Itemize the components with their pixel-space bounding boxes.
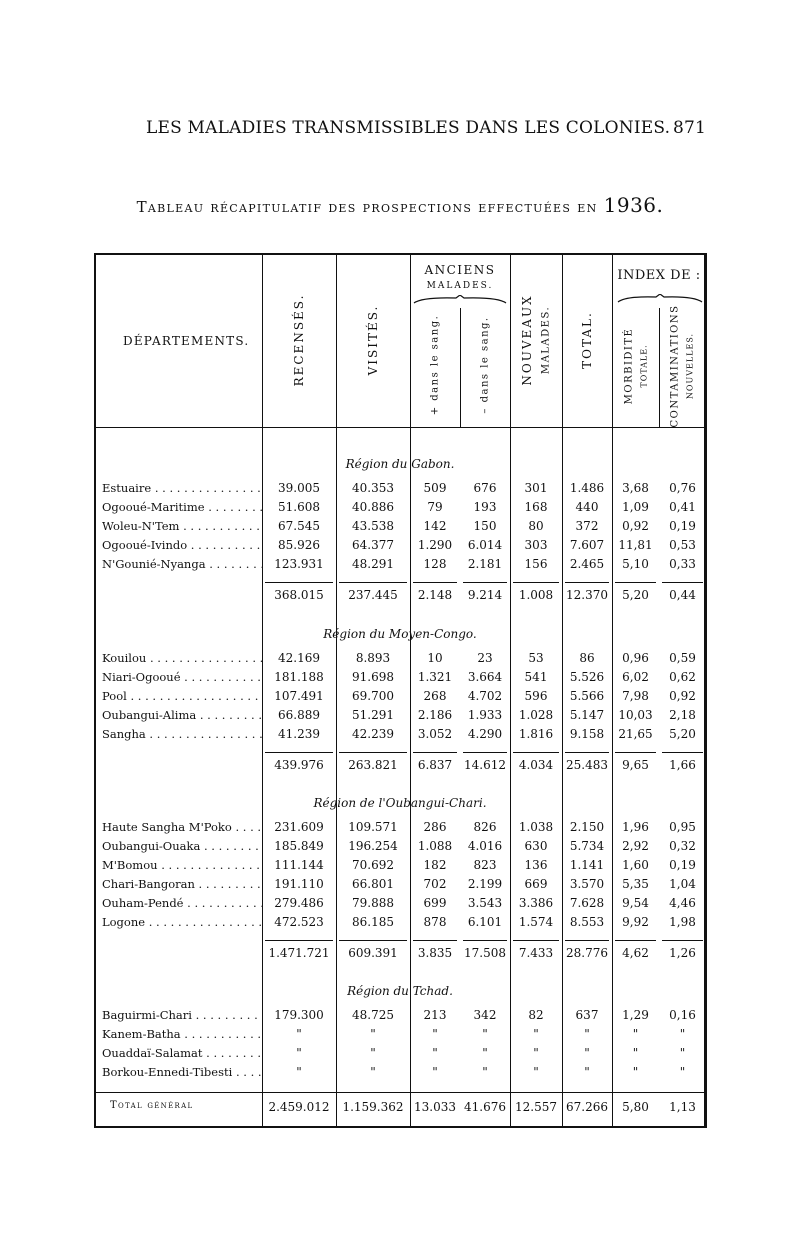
table-cell: 0,96	[622, 651, 649, 665]
subtotal-rule	[265, 940, 333, 941]
table-cell: 3.543	[467, 896, 503, 910]
table-cell: 123.931	[274, 557, 324, 571]
table-cell: 66.889	[278, 708, 320, 722]
table-cell: 9,65	[622, 758, 649, 772]
department-name: Oubangui-Ouaka . . .	[102, 839, 262, 853]
table-cell: 64.377	[352, 538, 394, 552]
table-cell: "	[370, 1065, 376, 1079]
table-row	[0, 1046, 800, 1064]
table-cell: 213	[423, 1008, 447, 1022]
table-cell: 28.776	[566, 946, 608, 960]
table-row	[0, 708, 800, 726]
table-cell: 303	[524, 538, 548, 552]
table-cell: 1.471.721	[268, 946, 330, 960]
department-name: Ogooué-Maritime . . .	[102, 500, 262, 514]
table-row	[0, 500, 800, 518]
table-cell: 13.033	[414, 1100, 456, 1114]
table-cell: 142	[423, 519, 447, 533]
table-cell: 1,09	[622, 500, 649, 514]
table-cell: 6.101	[467, 915, 503, 929]
table-cell: 2.148	[417, 588, 453, 602]
table-cell: 1.290	[417, 538, 453, 552]
department-name: Haute Sangha M'Poko . . .	[102, 820, 262, 834]
subtotal-row	[0, 758, 800, 776]
table-cell: 237.445	[348, 588, 398, 602]
department-name: Estuaire . . .	[102, 481, 262, 495]
table-cell: 156	[524, 557, 548, 571]
subtotal-rule	[615, 752, 656, 753]
table-cell: 109.571	[348, 820, 398, 834]
table-cell: 111.144	[274, 858, 324, 872]
table-row	[0, 538, 800, 556]
table-cell: 5,80	[622, 1100, 649, 1114]
subtotal-rule	[413, 752, 457, 753]
table-cell: 10,03	[618, 708, 653, 722]
page-header	[146, 118, 706, 138]
table-cell: 5.526	[569, 670, 605, 684]
table-cell: 3.386	[518, 896, 554, 910]
table-cell: 2.181	[467, 557, 503, 571]
table-cell: 0,32	[669, 839, 696, 853]
department-name: Kanem-Batha . . .	[102, 1027, 262, 1041]
table-cell: 826	[473, 820, 497, 834]
table-cell: 1,66	[669, 758, 696, 772]
header-morbidite-line2: TOTALE.	[639, 344, 649, 388]
table-row	[0, 915, 800, 933]
table-row	[0, 1008, 800, 1026]
table-cell: 472.523	[274, 915, 324, 929]
table-cell: 0,76	[669, 481, 696, 495]
table-cell: 79.888	[352, 896, 394, 910]
header-anciens-line1: ANCIENS	[424, 263, 496, 277]
region-title: Région du Tchad.	[347, 984, 453, 998]
table-cell: 1.008	[518, 588, 554, 602]
header-recenses: RECENSÉS.	[292, 293, 306, 387]
department-name: Niari-Ogooué . . .	[102, 670, 262, 684]
table-cell: "	[679, 1027, 686, 1041]
table-cell: 0,19	[669, 858, 696, 872]
table-cell: 5,35	[622, 877, 649, 891]
table-cell: 86.185	[352, 915, 394, 929]
subtotal-rule	[615, 940, 656, 941]
table-cell: 41.676	[464, 1100, 506, 1114]
table-cell: 82	[528, 1008, 544, 1022]
table-cell: 80	[528, 519, 544, 533]
table-cell: 40.353	[352, 481, 394, 495]
table-cell: 70.692	[352, 858, 394, 872]
table-cell: 40.886	[352, 500, 394, 514]
table-cell: "	[432, 1027, 438, 1041]
table-cell: 8.893	[355, 651, 391, 665]
table-cell: 268	[423, 689, 447, 703]
table-cell: 1,13	[669, 1100, 696, 1114]
table-cell: 11,81	[618, 538, 653, 552]
subtotal-rule	[615, 582, 656, 583]
table-row	[0, 519, 800, 537]
brace-index	[616, 294, 704, 304]
table-cell: "	[432, 1065, 438, 1079]
department-name: Borkou-Ennedi-Tibesti . . .	[102, 1065, 262, 1079]
table-cell: 67.266	[566, 1100, 608, 1114]
table-cell: "	[296, 1065, 302, 1079]
table-cell: 4.290	[467, 727, 503, 741]
table-cell: 51.291	[352, 708, 394, 722]
table-cell: 699	[423, 896, 447, 910]
department-name: M'Bomou . . .	[102, 858, 262, 872]
table-cell: 7,98	[622, 689, 649, 703]
table-cell: 85.926	[278, 538, 320, 552]
table-cell: "	[370, 1027, 376, 1041]
table-cell: 21,65	[618, 727, 653, 741]
subtotal-rule	[265, 752, 333, 753]
table-cell: 3.835	[417, 946, 453, 960]
table-cell: 42.169	[278, 651, 320, 665]
table-cell: 7.628	[569, 896, 605, 910]
table-cell: 0,16	[669, 1008, 696, 1022]
table-cell: 3.664	[467, 670, 503, 684]
table-cell: 3.570	[569, 877, 605, 891]
table-cell: 3.052	[417, 727, 453, 741]
subtotal-row	[0, 946, 800, 964]
subtotal-rule	[339, 940, 407, 941]
table-cell: "	[370, 1046, 376, 1060]
header-contam-line2: NOUVELLES.	[685, 332, 695, 400]
table-cell: 5,10	[622, 557, 649, 571]
department-name: Ogooué-Ivindo . . .	[102, 538, 262, 552]
table-cell: 42.239	[352, 727, 394, 741]
table-cell: 1.141	[569, 858, 605, 872]
table-row	[0, 877, 800, 895]
running-title: LES MALADIES TRANSMISSIBLES DANS LES COLONIES.	[146, 118, 671, 138]
table-cell: "	[432, 1046, 438, 1060]
table-cell: 53	[528, 651, 544, 665]
table-cell: "	[296, 1046, 302, 1060]
table-cell: 2,92	[622, 839, 649, 853]
table-cell: 185.849	[274, 839, 324, 853]
table-cell: 2.186	[417, 708, 453, 722]
table-cell: 231.609	[274, 820, 324, 834]
department-name: Kouilou . . .	[102, 651, 262, 665]
table-cell: 1,04	[669, 877, 696, 891]
table-title-year: 1936.	[603, 193, 664, 217]
table-row	[0, 858, 800, 876]
table-cell: 48.291	[352, 557, 394, 571]
table-cell: 7.607	[569, 538, 605, 552]
table-cell: 150	[473, 519, 497, 533]
table-cell: 1,26	[669, 946, 696, 960]
table-cell: "	[679, 1046, 686, 1060]
table-cell: 0,53	[669, 538, 696, 552]
grand-total-rule	[94, 1092, 706, 1093]
table-cell: 1.038	[518, 820, 554, 834]
table-cell: "	[533, 1065, 539, 1079]
table-cell: 1,60	[622, 858, 649, 872]
table-cell: "	[296, 1027, 302, 1041]
table-cell: "	[632, 1027, 639, 1041]
department-name: Ouham-Pendé . . .	[102, 896, 262, 910]
subtotal-rule	[463, 940, 507, 941]
table-cell: 136	[524, 858, 548, 872]
table-cell: 368.015	[274, 588, 324, 602]
table-row	[0, 481, 800, 499]
table-cell: 43.538	[352, 519, 394, 533]
table-cell: 1.574	[518, 915, 554, 929]
table-cell: 301	[524, 481, 548, 495]
table-cell: "	[482, 1065, 488, 1079]
region-title: Région du Gabon.	[345, 457, 455, 471]
table-cell: 5.734	[569, 839, 605, 853]
table-cell: 8.553	[569, 915, 605, 929]
table-cell: 25.483	[566, 758, 608, 772]
table-cell: 69.700	[352, 689, 394, 703]
table-cell: 12.370	[566, 588, 608, 602]
table-cell: 4,46	[669, 896, 696, 910]
table-cell: "	[679, 1065, 686, 1079]
table-row	[0, 670, 800, 688]
header-morbidite-line1: MORBIDITÉ	[623, 327, 635, 405]
table-cell: 637	[575, 1008, 599, 1022]
table-cell: 0,95	[669, 820, 696, 834]
table-cell: 91.698	[352, 670, 394, 684]
table-cell: "	[584, 1065, 590, 1079]
department-name: Oubangui-Alima . . .	[102, 708, 262, 722]
header-anciens-malades	[410, 262, 510, 294]
table-cell: 609.391	[348, 946, 398, 960]
region-title: Région du Moyen-Congo.	[323, 627, 477, 641]
department-name: Ouaddaï-Salamat . . .	[102, 1046, 262, 1060]
table-cell: 66.801	[352, 877, 394, 891]
subtotal-rule	[463, 752, 507, 753]
table-cell: 9,92	[622, 915, 649, 929]
table-cell: 17.508	[464, 946, 506, 960]
table-row	[0, 839, 800, 857]
header-total: TOTAL.	[580, 311, 594, 369]
table-cell: 669	[524, 877, 548, 891]
table-cell: 0,92	[622, 519, 649, 533]
table-cell: 51.608	[278, 500, 320, 514]
table-row	[0, 1065, 800, 1083]
table-cell: "	[584, 1046, 590, 1060]
table-cell: 439.976	[274, 758, 324, 772]
table-cell: 196.254	[348, 839, 398, 853]
table-cell: 0,41	[669, 500, 696, 514]
department-name: Baguirmi-Chari . . .	[102, 1008, 262, 1022]
column-rule	[460, 308, 461, 427]
table-cell: 286	[423, 820, 447, 834]
table-cell: 1.933	[467, 708, 503, 722]
header-nouveaux-line1: NOUVEAUX	[520, 294, 534, 386]
department-name: Pool . . .	[102, 689, 262, 703]
table-cell: 6.837	[417, 758, 453, 772]
column-rule	[659, 308, 660, 427]
subtotal-rule	[265, 582, 333, 583]
table-cell: 878	[423, 915, 447, 929]
table-row	[0, 1027, 800, 1045]
table-cell: 0,19	[669, 519, 696, 533]
subtotal-rule	[565, 752, 609, 753]
table-cell: 279.486	[274, 896, 324, 910]
table-cell: 509	[423, 481, 447, 495]
table-row	[0, 896, 800, 914]
table-cell: 0,92	[669, 689, 696, 703]
subtotal-rule	[662, 752, 703, 753]
subtotal-rule	[413, 940, 457, 941]
table-row	[0, 689, 800, 707]
table-cell: 0,62	[669, 670, 696, 684]
table-cell: 3,68	[622, 481, 649, 495]
table-title-text: Tableau récapitulatif des prospections effectuées en	[136, 198, 598, 216]
subtotal-rule	[339, 752, 407, 753]
table-cell: 23	[477, 651, 493, 665]
header-anc-plus: + dans le sang.	[429, 314, 441, 416]
table-cell: 48.725	[352, 1008, 394, 1022]
region-title: Région de l'Oubangui-Chari.	[313, 796, 487, 810]
table-cell: 168	[524, 500, 548, 514]
table-cell: 10	[427, 651, 443, 665]
table-cell: 179.300	[274, 1008, 324, 1022]
subtotal-rule	[662, 940, 703, 941]
table-cell: 440	[575, 500, 599, 514]
header-anciens-line2: MALADES.	[426, 281, 494, 291]
grand-total-row	[0, 1100, 800, 1118]
header-contam-line1: CONTAMINATIONS	[669, 304, 681, 428]
table-cell: 128	[423, 557, 447, 571]
subtotal-rule	[513, 582, 559, 583]
table-cell: 823	[473, 858, 497, 872]
department-name: Sangha . . .	[102, 727, 262, 741]
table-cell: 1.816	[518, 727, 554, 741]
department-name: N'Gounié-Nyanga . . .	[102, 557, 262, 571]
table-cell: 2.199	[467, 877, 503, 891]
table-cell: 39.005	[278, 481, 320, 495]
department-name: Chari-Bangoran . . .	[102, 877, 262, 891]
table-cell: 4.034	[518, 758, 554, 772]
table-cell: 541	[524, 670, 548, 684]
table-title	[0, 193, 800, 217]
table-cell: 342	[473, 1008, 497, 1022]
table-cell: 1.321	[417, 670, 453, 684]
table-cell: 6.014	[467, 538, 503, 552]
table-cell: 2.465	[569, 557, 605, 571]
table-cell: 2.150	[569, 820, 605, 834]
table-cell: 86	[579, 651, 595, 665]
table-cell: "	[482, 1046, 488, 1060]
table-cell: 6,02	[622, 670, 649, 684]
table-row	[0, 651, 800, 669]
table-cell: "	[533, 1046, 539, 1060]
header-rule	[94, 427, 706, 428]
table-cell: 702	[423, 877, 447, 891]
table-cell: 1,98	[669, 915, 696, 929]
table-cell: "	[482, 1027, 488, 1041]
table-cell: 9.158	[569, 727, 605, 741]
table-cell: 79	[427, 500, 443, 514]
subtotal-rule	[339, 582, 407, 583]
table-cell: 0,44	[669, 588, 696, 602]
table-cell: 1.028	[518, 708, 554, 722]
table-cell: 12.557	[515, 1100, 557, 1114]
table-cell: 182	[423, 858, 447, 872]
table-row	[0, 820, 800, 838]
table-cell: "	[632, 1065, 639, 1079]
header-departements: DÉPARTEMENTS.	[123, 334, 250, 348]
table-cell: 596	[524, 689, 548, 703]
subtotal-rule	[513, 752, 559, 753]
department-name: Logone . . .	[102, 915, 262, 929]
table-cell: 4.702	[467, 689, 503, 703]
header-anc-minus: – dans le sang.	[479, 316, 491, 414]
table-cell: 4,62	[622, 946, 649, 960]
subtotal-row	[0, 588, 800, 606]
subtotal-rule	[513, 940, 559, 941]
table-cell: 191.110	[274, 877, 324, 891]
table-cell: 676	[473, 481, 497, 495]
subtotal-rule	[463, 582, 507, 583]
table-cell: 5.566	[569, 689, 605, 703]
table-cell: 5.147	[569, 708, 605, 722]
table-cell: 1.486	[569, 481, 605, 495]
table-cell: "	[632, 1046, 639, 1060]
grand-total-label: Total général	[110, 1100, 194, 1111]
subtotal-rule	[413, 582, 457, 583]
header-visites: VISITÉS.	[366, 304, 380, 376]
table-cell: "	[584, 1027, 590, 1041]
table-cell: 41.239	[278, 727, 320, 741]
table-cell: 67.545	[278, 519, 320, 533]
table-cell: 7.433	[518, 946, 554, 960]
table-cell: 107.491	[274, 689, 324, 703]
table-cell: 1,29	[622, 1008, 649, 1022]
table-cell: 1.088	[417, 839, 453, 853]
table-row	[0, 727, 800, 745]
table-cell: 5,20	[669, 727, 696, 741]
table-cell: 1,96	[622, 820, 649, 834]
page-number: 871	[672, 118, 706, 138]
table-cell: 1.159.362	[342, 1100, 404, 1114]
table-cell: 193	[473, 500, 497, 514]
subtotal-rule	[565, 582, 609, 583]
table-cell: 630	[524, 839, 548, 853]
header-index: INDEX DE :	[617, 268, 701, 283]
table-cell: 2,18	[669, 708, 696, 722]
header-nouveaux-line2: MALADES.	[540, 305, 552, 375]
table-cell: 181.188	[274, 670, 324, 684]
table-cell: 4.016	[467, 839, 503, 853]
department-name: Woleu-N'Tem . . .	[102, 519, 262, 533]
table-cell: 0,59	[669, 651, 696, 665]
table-cell: 14.612	[464, 758, 506, 772]
brace-anciens	[412, 295, 508, 305]
table-cell: 9,54	[622, 896, 649, 910]
subtotal-rule	[662, 582, 703, 583]
table-cell: 2.459.012	[268, 1100, 330, 1114]
table-cell: 5,20	[622, 588, 649, 602]
subtotal-rule	[565, 940, 609, 941]
table-row	[0, 557, 800, 575]
table-cell: "	[533, 1027, 539, 1041]
table-cell: 372	[575, 519, 599, 533]
table-cell: 263.821	[348, 758, 398, 772]
table-cell: 9.214	[467, 588, 503, 602]
table-cell: 0,33	[669, 557, 696, 571]
